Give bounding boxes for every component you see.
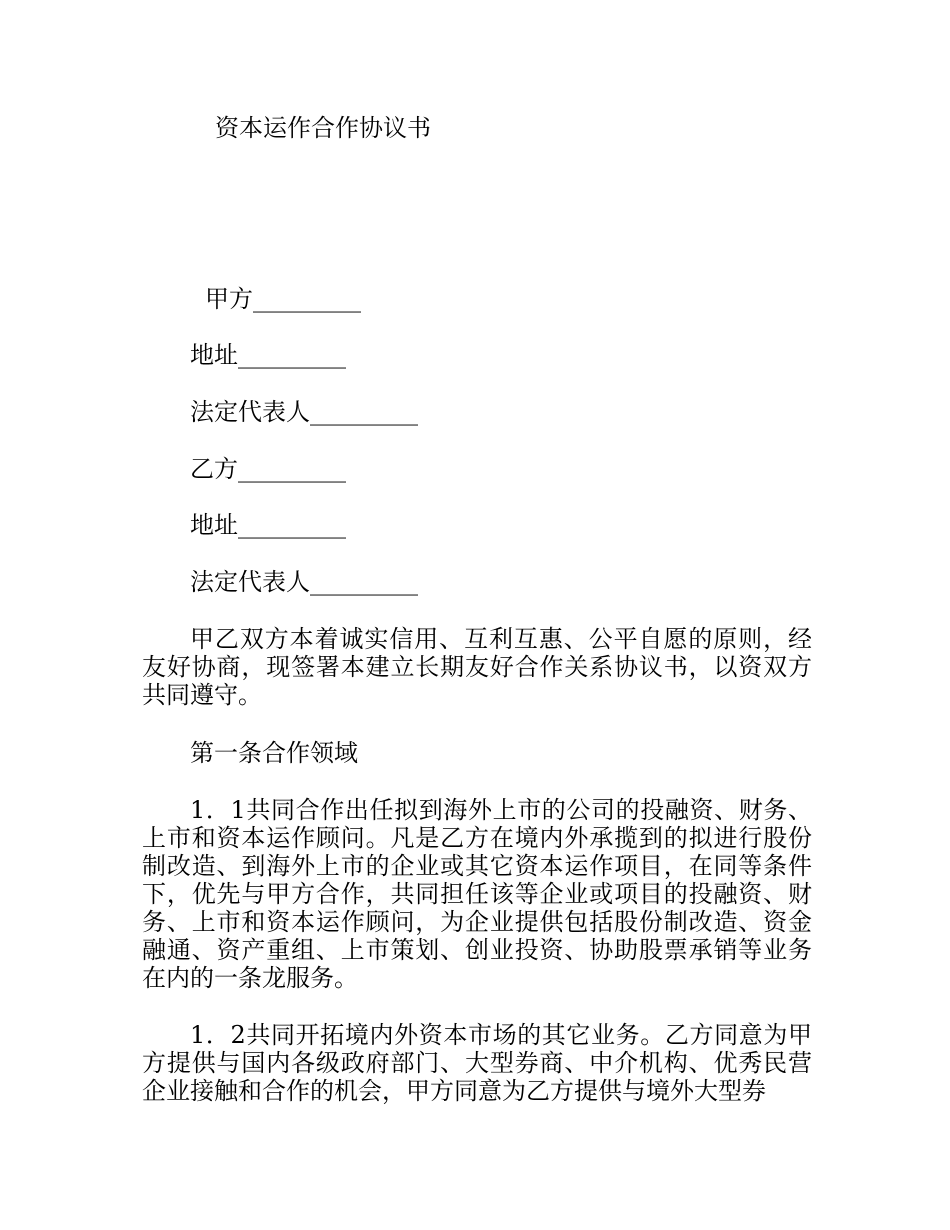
party-b-label: 乙方: [190, 455, 238, 483]
clause-1-2-paragraph: 1．2共同开拓境内外资本市场的其它业务。乙方同意为甲方提供与国内各级政府部门、大型券商、中介机构、优秀民营企业接触和合作的机会，甲方同意为乙方提供与境外大型券: [142, 1021, 812, 1105]
party-b-blank: _________: [238, 455, 346, 483]
article-1-heading: 第一条合作领域: [190, 739, 358, 767]
party-b-rep-line: [190, 567, 418, 597]
party-a-rep-blank: _________: [310, 398, 418, 426]
party-b-address-label: 地址: [190, 511, 238, 539]
party-a-line: [205, 284, 361, 314]
party-a-address-line: [190, 340, 346, 370]
party-a-rep-line: [190, 397, 418, 427]
preamble-paragraph: 甲乙双方本着诚实信用、互利互惠、公平自愿的原则，经友好协商，现签署本建立长期友好合作关系协议书，以资双方共同遵守。: [142, 625, 812, 709]
document-title: 资本运作合作协议书: [215, 114, 431, 142]
party-a-address-label: 地址: [190, 341, 238, 369]
party-a-rep-label: 法定代表人: [190, 398, 310, 426]
party-b-line: [190, 454, 346, 484]
party-a-address-blank: _________: [238, 341, 346, 369]
party-a-label: 甲方: [205, 285, 253, 313]
party-a-blank: _________: [253, 285, 361, 313]
party-b-rep-label: 法定代表人: [190, 568, 310, 596]
party-b-rep-blank: _________: [310, 568, 418, 596]
clause-1-1-paragraph: 1．1共同合作出任拟到海外上市的公司的投融资、财务、上市和资本运作顾问。凡是乙方在境内外承揽到的拟进行股份制改造、到海外上市的企业或其它资本运作项目，在同等条件下，优先与甲方合作，共同担任该等企业或项目的投融资、财务、上市和资本运作顾问，为企业提供包括股份制改造、资金融通、资产重组、上市策划、创业投资、协助股票承销等业务在内的一条龙服务。: [142, 796, 812, 992]
party-b-address-line: [190, 510, 346, 540]
party-b-address-blank: _________: [238, 511, 346, 539]
